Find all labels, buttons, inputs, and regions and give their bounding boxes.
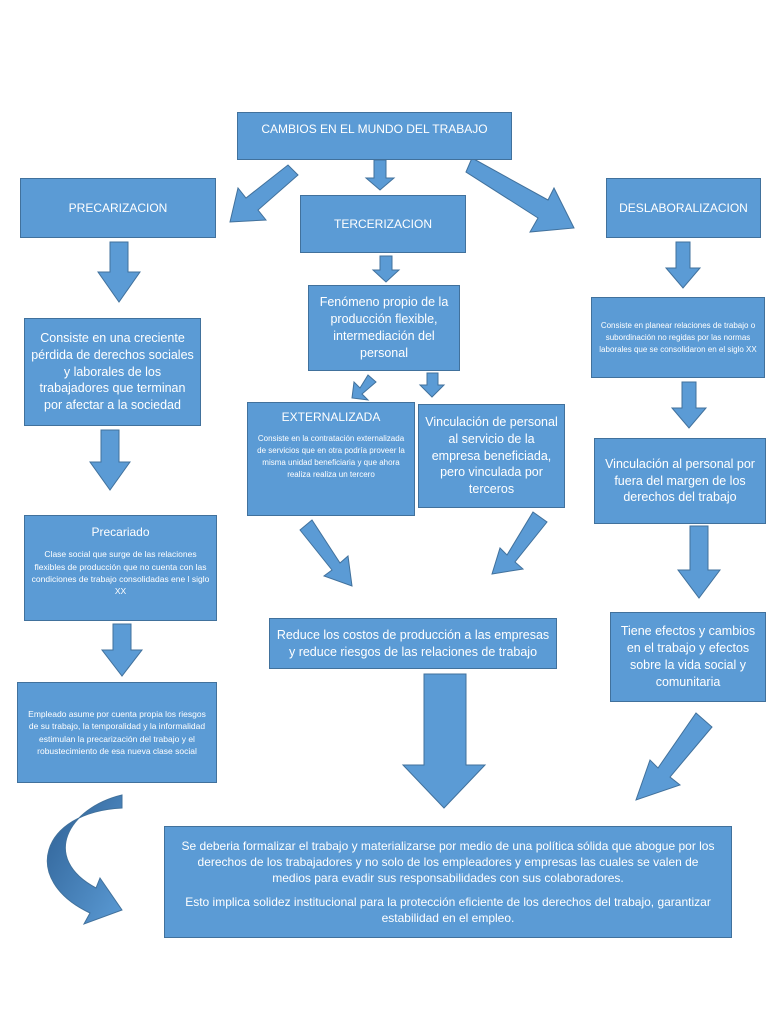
arrow-precarizacion-down (98, 242, 140, 302)
conclusion-paragraph-2: Esto implica solidez institucional para la protección eficiente de los derechos del trabajo, garantizar estabilidad en el empleo. (185, 895, 711, 926)
arrow-title-to-precarizacion (230, 165, 298, 222)
arrow-vinculacion-to-reduce (492, 512, 547, 574)
deslaboralizacion-desc-box (591, 297, 765, 378)
empleado-box (17, 682, 217, 783)
efectos-desc: Tiene efectos y cambios en el trabajo y efectos sobre la vida social y comunitaria (620, 624, 756, 689)
vinculacion-fuera-desc: Vinculación al personal por fuera del margen de los derechos del trabajo (605, 456, 755, 505)
arrow-desc-right-down (672, 382, 706, 428)
main-title-box (237, 112, 512, 160)
arrow-reduce-to-conclusion (403, 674, 485, 808)
externalizada-box (247, 402, 415, 516)
tercerizacion-box (300, 195, 466, 253)
arrow-tercerizacion-down (373, 256, 399, 282)
precarizacion-desc-box (24, 318, 201, 426)
reduce-box (269, 618, 557, 669)
precarizacion-title: PRECARIZACION (68, 200, 168, 215)
vinculacion-terceros-desc: Vinculación de personal al servicio de la empresa beneficiada, pero vinculada por terceros (425, 414, 558, 497)
precarizacion-desc: Consiste en una creciente pérdida de derechos sociales y laborales de los trabajadores que terminan por afectar a la sociedad (31, 330, 194, 413)
conclusion-box (164, 826, 732, 938)
deslaboralizacion-desc: Consiste en planear relaciones de trabajo o subordinación no regidas por las normas laborales que se consolidaron en el siglo XX (599, 320, 757, 354)
fenomeno-box (308, 285, 460, 371)
vinculacion-fuera-box (594, 438, 766, 524)
tercerizacion-title: TERCERIZACION (333, 216, 432, 231)
efectos-box (610, 612, 766, 702)
arrow-vinculacion-right-down (678, 526, 720, 598)
arrow-title-to-tercerizacion (366, 160, 394, 190)
precarizacion-box (20, 178, 216, 238)
arrow-precariado-down (102, 624, 142, 676)
conclusion-paragraph-1: Se deberia formalizar el trabajo y materializarse por medio de una política sólida que abogue por los derechos de los trabajadores y no solo de los empleadores y empresas las cuales se valen de medios para evadir sus responsabilidades con sus colaboradores. (181, 838, 715, 885)
externalizada-desc: Consiste en la contratación externalizada de servicios que en otra podría proveer la misma unidad beneficiaria y que ahora realiza realiza un tercero (257, 434, 405, 480)
arrow-deslaboralizacion-down (666, 242, 700, 288)
arrow-fenomeno-to-externalizada (352, 375, 376, 400)
arrow-fenomeno-to-vinculacion (420, 373, 444, 397)
empleado-desc: Empleado asume por cuenta propia los riesgos de su trabajo, la temporalidad y la informalidad estimulan la precarización del trabajo y el robustecimiento de esa nueva clase social (28, 708, 206, 756)
reduce-desc: Reduce los costos de producción a las empresas y reduce riesgos de las relaciones de trabajo (276, 627, 550, 659)
arrow-efectos-to-conclusion (636, 713, 712, 800)
precariado-box (24, 515, 217, 621)
externalizada-title: EXTERNALIZADA (281, 410, 381, 424)
main-title: CAMBIOS EN EL MUNDO DEL TRABAJO (261, 122, 488, 136)
precariado-title: Precariado (91, 525, 150, 539)
curved-arrow (47, 795, 122, 924)
precariado-desc: Clase social que surge de las relaciones flexibles de producción que no cuenta con las condiciones de trabajo consolidadas ene l siglo XX (31, 549, 210, 597)
deslaboralizacion-box (606, 178, 761, 238)
arrow-desc-down (90, 430, 130, 490)
arrow-externalizada-to-reduce (300, 520, 352, 586)
vinculacion-terceros-box (418, 404, 565, 508)
deslaboralizacion-title: DESLABORALIZACION (619, 200, 748, 215)
fenomeno-desc: Fenómeno propio de la producción flexible, intermediación del personal (319, 295, 449, 360)
arrow-title-to-deslaboralizacion (466, 158, 574, 232)
